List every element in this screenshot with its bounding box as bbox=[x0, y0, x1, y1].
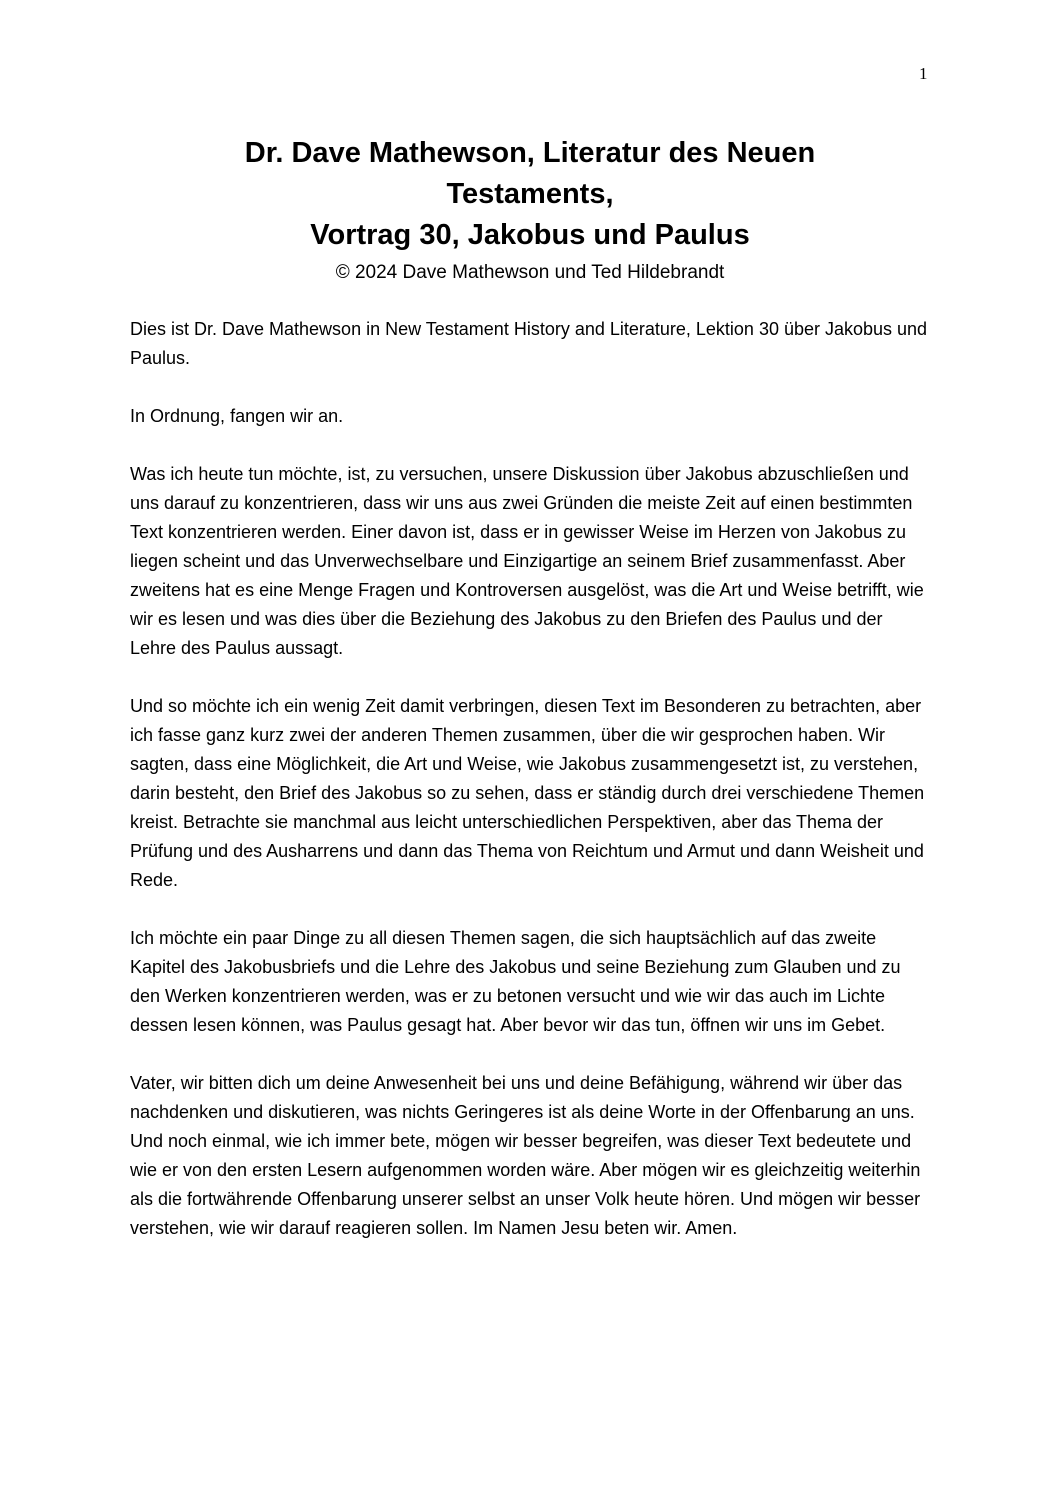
paragraph-themes: Und so möchte ich ein wenig Zeit damit verbringen, diesen Text im Besonderen zu betrachten, aber ich fasse ganz kurz zwei der anderen Themen zusammen, über die wir gesprochen haben. Wir sagten, dass eine Möglichkeit, die Art und Weise, wie Jakobus zusammengesetzt ist, zu verstehen, darin besteht, den Brief des Jakobus so zu sehen, dass er ständig durch drei verschiedene Themen kreist. Betrachte sie manchmal aus leicht unterschiedlichen Perspektiven, aber das Thema der Prüfung und des Ausharrens und dann das Thema von Reichtum und Armut und dann Weisheit und Rede. bbox=[130, 696, 925, 890]
page-number: 1 bbox=[919, 64, 928, 83]
title-block bbox=[130, 133, 930, 288]
paragraph-start: In Ordnung, fangen wir an. bbox=[130, 406, 344, 426]
title-line-1: Dr. Dave Mathewson, Literatur des Neuen bbox=[244, 137, 816, 169]
paragraph-prayer: Vater, wir bitten dich um deine Anwesenheit bei uns und deine Befähigung, während wir über das nachdenken und diskutieren, was nichts Geringeres ist als deine Worte in der Offenbarung an uns. Und noch einmal, wie ich immer bete, mögen wir besser begreifen, was dieser Text bedeutete und wie er von den ersten Lesern aufgenommen worden wäre. Aber mögen wir es gleichzeitig weiterhin als die fortwährende Offenbarung unserer selbst an unser Volk heute hören. Und mögen wir besser verstehen, wie wir darauf reagieren sollen. Im Namen Jesu beten wir. Amen. bbox=[130, 1073, 921, 1238]
paragraph-intro: Dies ist Dr. Dave Mathewson in New Testament History and Literature, Lektion 30 über Jakobus und Paulus. bbox=[130, 319, 928, 368]
title-line-2: Testaments, bbox=[446, 178, 614, 210]
body-text bbox=[130, 315, 930, 1272]
document-title bbox=[130, 133, 930, 256]
title-line-3: Vortrag 30, Jakobus und Paulus bbox=[310, 219, 750, 251]
paragraph-purpose: Was ich heute tun möchte, ist, zu versuchen, unsere Diskussion über Jakobus abzuschließen und uns darauf zu konzentrieren, dass wir uns aus zwei Gründen die meiste Zeit auf einen bestimmten Text konzentrieren werden. Einer davon ist, dass er in gewisser Weise im Herzen von Jakobus zu liegen scheint und das Unverwechselbare und Einzigartige an seinem Brief zusammenfasst. Aber zweitens hat es eine Menge Fragen und Kontroversen ausgelöst, was die Art und Weise betrifft, wie wir es lesen und was dies über die Beziehung des Jakobus zu den Briefen des Paulus und der Lehre des Paulus aussagt. bbox=[130, 464, 924, 658]
copyright-line: © 2024 Dave Mathewson und Ted Hildebrandt bbox=[335, 262, 725, 283]
paragraph-focus: Ich möchte ein paar Dinge zu all diesen Themen sagen, die sich hauptsächlich auf das zweite Kapitel des Jakobusbriefs und die Lehre des Jakobus und seine Beziehung zum Glauben und zu den Werken konzentrieren werden, was er zu betonen versucht und wie wir das auch im Lichte dessen lesen können, was Paulus gesagt hat. Aber bevor wir das tun, öffnen wir uns im Gebet. bbox=[130, 928, 901, 1035]
